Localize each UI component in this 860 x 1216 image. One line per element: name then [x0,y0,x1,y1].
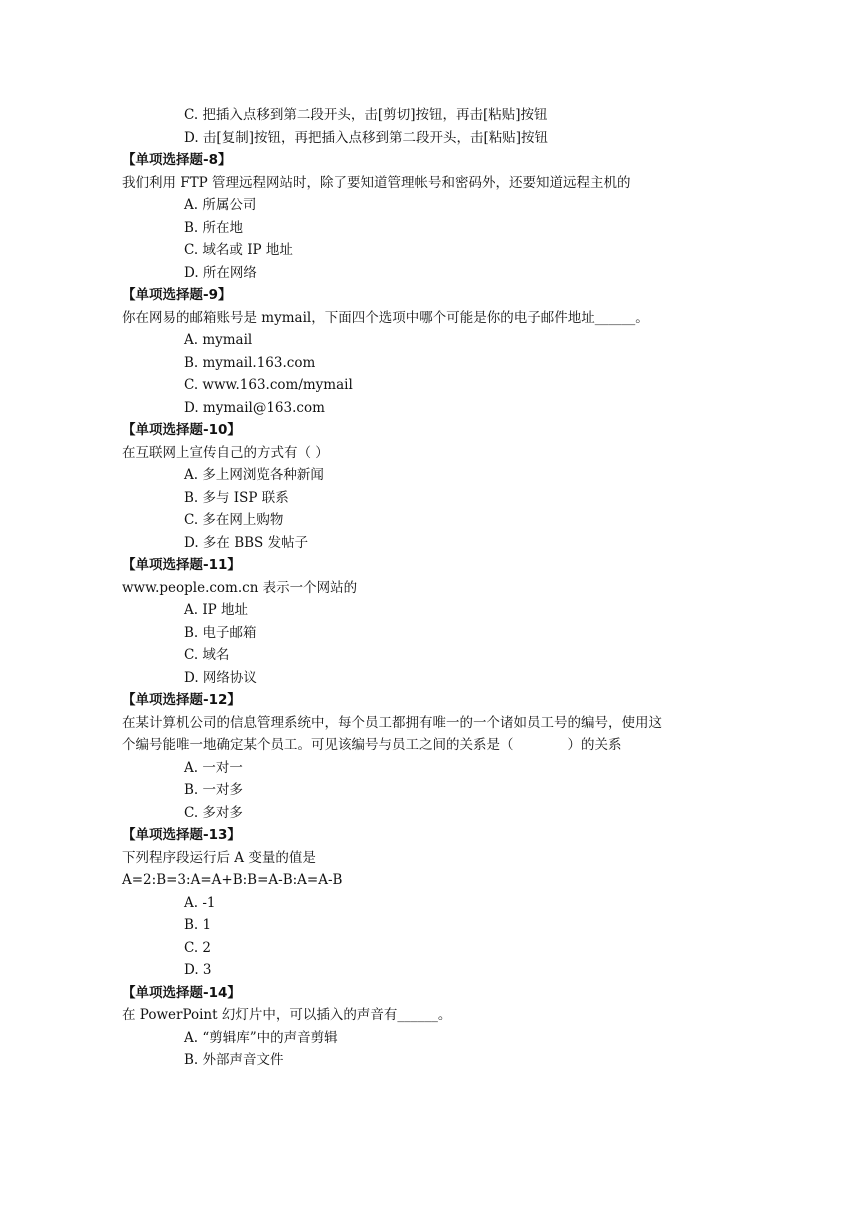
answer-option: A. mymail [184,332,253,348]
question-text: 你在网易的邮箱账号是 mymail，下面四个选项中哪个可能是你的电子邮件地址______。 [122,309,649,326]
answer-option: C. www.163.com/mymail [184,377,353,393]
answer-option: C. 把插入点移到第二段开头，击[剪切]按钮，再击[粘贴]按钮 [184,107,548,123]
question-text: 下列程序段运行后 A 变量的值是 [122,849,316,866]
answer-option: D. 3 [184,962,212,978]
answer-option: C. 域名 [184,647,230,663]
answer-option: D. 击[复制]按钮，再把插入点移到第二段开头，击[粘贴]按钮 [184,129,548,146]
answer-option: A. IP 地址 [184,602,249,618]
answer-option: C. 多在网上购物 [184,512,284,528]
question-title: 【单项选择题-8】 [122,152,232,168]
answer-option: D. 所在网络 [184,264,257,281]
answer-option: A. 所属公司 [184,197,257,213]
answer-option: B. mymail.163.com [184,354,316,371]
answer-option: C. 多对多 [184,804,243,821]
answer-option: B. 多与 ISP 联系 [184,489,289,506]
answer-option: D. 网络协议 [184,669,257,686]
question-title: 【单项选择题-10】 [122,422,241,438]
answer-option: A. “剪辑库”中的声音剪辑 [184,1029,338,1046]
question-title: 【单项选择题-12】 [122,692,241,708]
question-text: 在互联网上宣传自己的方式有（ ） [122,444,329,461]
answer-option: B. 1 [184,917,212,933]
question-title: 【单项选择题-11】 [122,557,241,573]
question-text: 个编号能唯一地确定某个员工。可见该编号与员工之间的关系是（ ）的关系 [122,737,622,753]
answer-option: B. 所在地 [184,219,244,236]
question-title: 【单项选择题-9】 [122,287,232,303]
question-text: 我们利用 FTP 管理远程网站时，除了要知道管理帐号和密码外，还要知道远程主机的 [122,174,631,191]
answer-option: B. 一对多 [184,782,244,798]
question-text: A=2:B=3:A=A+B:B=A-B:A=A-B [122,872,343,888]
answer-option: D. 多在 BBS 发帖子 [184,534,309,551]
question-title: 【单项选择题-14】 [122,984,241,1001]
answer-option: B. 外部声音文件 [184,1052,284,1068]
answer-option: D. mymail@163.com [184,399,325,416]
answer-option: C. 域名或 IP 地址 [184,242,293,258]
question-text: www.people.com.cn 表示一个网站的 [122,579,358,596]
answer-option: A. 多上网浏览各种新闻 [184,467,324,483]
question-text: 在某计算机公司的信息管理系统中，每个员工都拥有唯一的一个诸如员工号的编号，使用这 [122,714,662,731]
question-title: 【单项选择题-13】 [122,827,241,843]
answer-option: B. 电子邮箱 [184,624,257,641]
document-page [0,104,860,1072]
answer-option: A. 一对一 [184,759,243,776]
answer-option: C. 2 [184,939,212,956]
question-text: 在 PowerPoint 幻灯片中，可以插入的声音有______。 [122,1007,452,1023]
answer-option: A. -1 [184,894,216,911]
